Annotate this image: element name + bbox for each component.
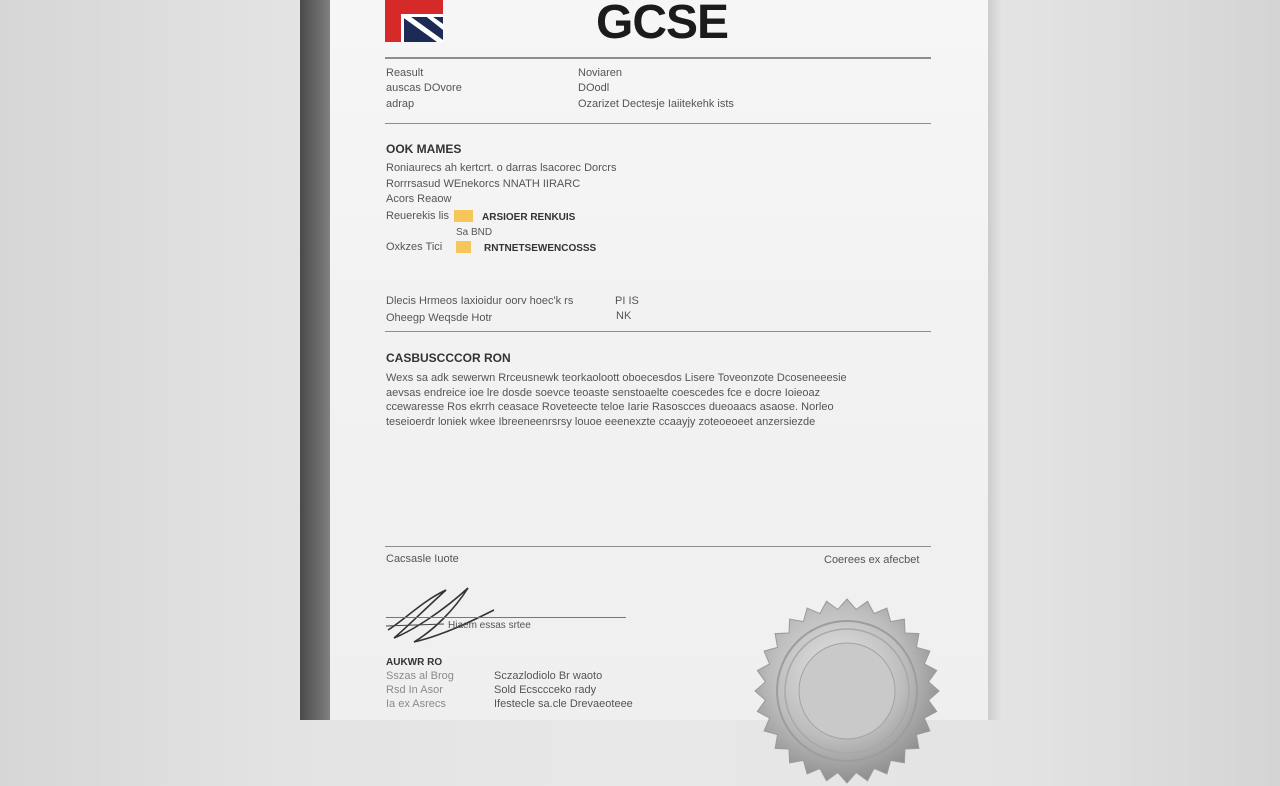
header-right-2: DOodl [578,82,610,94]
signature-divider [385,546,931,547]
note-line-2-value: NK [616,310,632,322]
section1-line-2: Rorrrsasud WEnekorcs NNATH IIRARC [386,178,581,190]
header-left-2: auscas DOvore [386,82,462,94]
bottom-right-3: Ifestecle sa.cle Drevaeoteee [494,698,633,710]
bottom-left-1: Sszas al Brog [386,670,454,682]
signature-left-caption: Cacsasle Iuote [386,553,459,565]
paragraph-line-2: aevsas endreice ioe lre dosde soevce teoaste senstoaelte coescedes fce e docre Ioieoaz [386,387,821,399]
header-right-3: Ozarizet Dectesje Iaiitekehk ists [578,98,734,110]
flag-icon [385,0,443,42]
section1-heading: OOK MAMES [386,142,462,156]
section-divider [385,331,931,332]
seal-icon [752,596,942,786]
section1-line-1: Roniaurecs ah kertcrt. o darras lsacorec Dorcrs [386,162,617,174]
section1-line-3: Acors Reaow [386,193,452,205]
paragraph-line-4: teseioerdr loniek wkee Ibreeneenrsrsy louoe eeenexzte ccaayjy zoteoeoeet anzersiezde [386,416,816,428]
paper-right-shadow [988,0,1002,720]
row-b-label: Oxkzes Tici [386,241,443,253]
note-line-1: Dlecis Hrmeos Iaxioidur oorv hoec'k rs [386,295,574,307]
bottom-left-2: Rsd In Asor [386,684,443,696]
signature-line [386,617,626,618]
row-b-highlight: III [456,241,471,254]
section2-heading: CASBUSCCCOR RON [386,351,511,365]
signature-sub-heading: AUKWR RO [386,657,443,668]
header-divider [385,123,931,124]
row-a-highlight: IIV [454,210,473,223]
signature-icon [384,580,504,650]
signature-right-caption: Coerees ex afecbet [824,554,920,566]
page-title: GCSE [596,0,729,49]
header-left-3: adrap [386,98,415,110]
header-right-1: Noviaren [578,67,623,79]
bottom-left-3: Ia ex Asrecs [386,698,446,710]
title-divider [385,57,931,59]
row-a-label: Reuerekis lis [386,210,449,222]
row-b-value: RNTNETSEWENCOSSS [484,243,597,254]
header-left-1: Reasult [386,67,424,79]
bottom-right-2: Sold Ecsccceko rady [494,684,597,696]
section1-line-4: Sa BND [456,227,493,238]
paragraph-line-1: Wexs sa adk sewerwn Rrceusnewk teorkaoloott oboecesdos Lisere Toveonzote Dcoseneeesie [386,372,847,384]
paragraph-line-3: ccewaresse Ros ekrrh ceasace Roveteecte teloe Iarie Rasoscces dueoaacs asaose. Norleo [386,401,834,413]
row-a-value: ARSIOER RENKUIS [482,212,576,223]
bottom-right-1: Sczazlodiolo Br waoto [494,670,603,682]
note-line-2: Oheegp Weqsde Hotr [386,312,493,324]
signature-caption: Hiaem essas srtee [448,620,531,631]
paper-left-shadow [300,0,334,720]
note-line-1-value: PI IS [615,295,639,307]
